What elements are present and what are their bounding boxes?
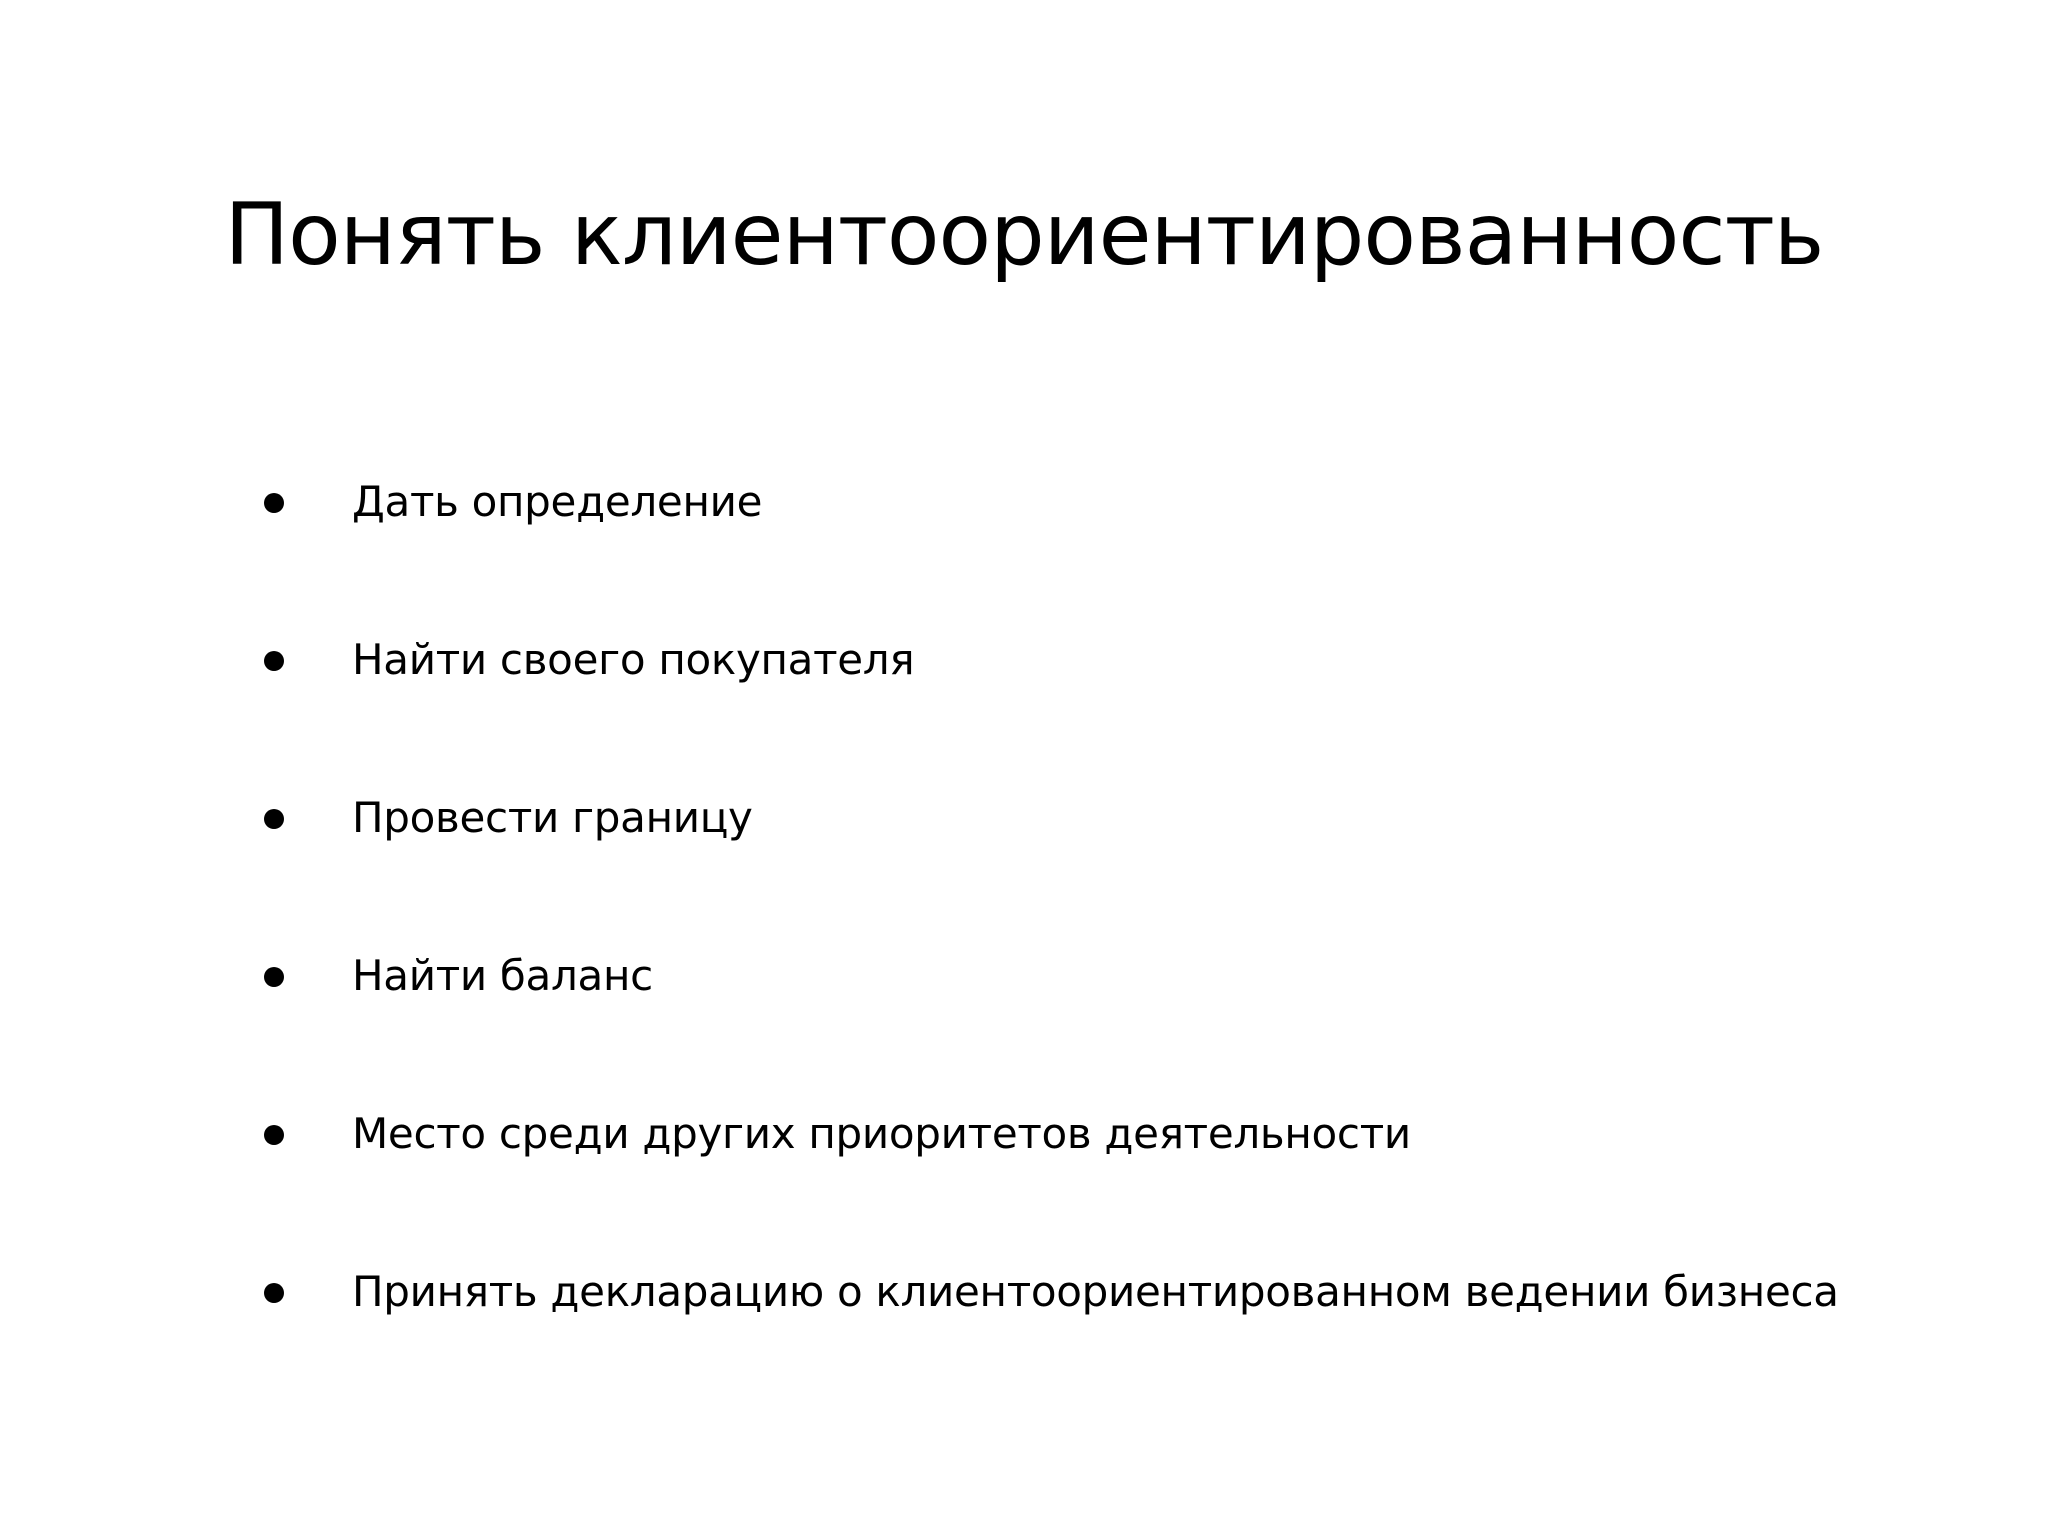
bullet-dot-icon [264, 493, 284, 513]
bullet-dot-icon [264, 651, 284, 671]
bullet-dot-icon [264, 967, 284, 987]
bullet-item [0, 778, 2048, 858]
bullet-item [0, 462, 2048, 542]
bullet-item [0, 620, 2048, 700]
bullet-dot-icon [264, 1125, 284, 1145]
bullet-item [0, 1094, 2048, 1174]
bullet-text: Провести границу [352, 793, 753, 842]
bullet-dot-icon [264, 809, 284, 829]
bullet-dot-icon [264, 1283, 284, 1303]
slide-title: Понять клиентоориентированность [224, 185, 1824, 285]
bullet-text: Принять декларацию о клиентоориентированном ведении бизнеса [352, 1267, 1839, 1316]
bullet-text: Место среди других приоритетов деятельности [352, 1109, 1411, 1158]
bullet-text: Дать определение [352, 477, 763, 526]
bullet-item [0, 1252, 2048, 1332]
bullet-text: Найти баланс [352, 951, 653, 1000]
bullet-text: Найти своего покупателя [352, 635, 915, 684]
bullet-item [0, 936, 2048, 1016]
